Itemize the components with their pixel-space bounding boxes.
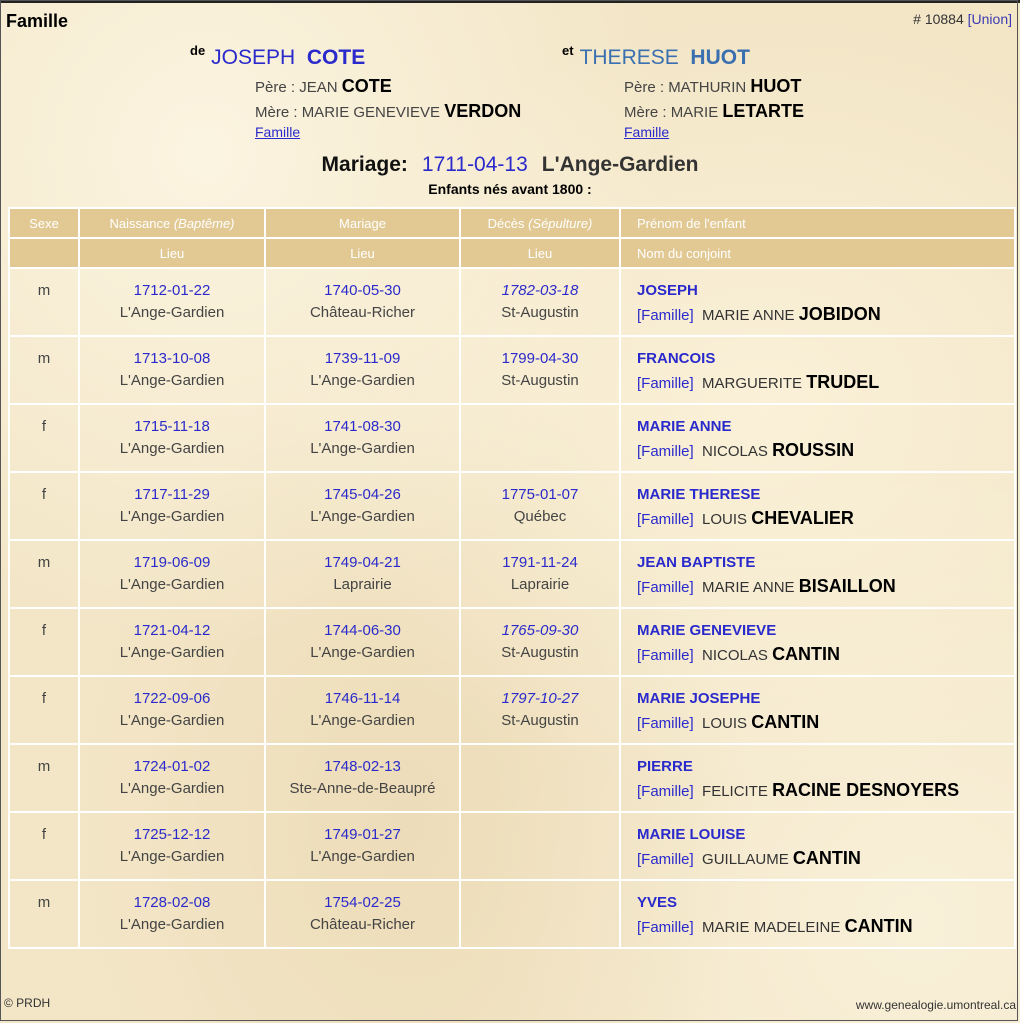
- father-first-name: MATHURIN: [668, 79, 747, 96]
- marriage-date[interactable]: 1746-11-14: [324, 690, 401, 707]
- death-date[interactable]: 1765-09-30: [501, 622, 579, 639]
- death-place: St-Augustin: [501, 712, 579, 729]
- sex: f: [41, 486, 47, 503]
- family-link[interactable]: [Famille]: [637, 851, 694, 868]
- sex: m: [37, 894, 51, 911]
- sex-cell: [9, 540, 79, 608]
- death-cell: [460, 676, 620, 744]
- birth-place: L'Ange-Gardien: [119, 508, 225, 525]
- husband-father: [255, 76, 392, 97]
- birth-cell: [79, 472, 265, 540]
- birth-place: L'Ange-Gardien: [119, 916, 225, 933]
- marriage-place: Ste-Anne-de-Beaupré: [289, 780, 436, 797]
- marriage-date[interactable]: 1749-01-27: [324, 826, 401, 843]
- marriage-place: L'Ange-Gardien: [541, 153, 699, 176]
- header-lieu-mariage: Lieu: [265, 238, 460, 268]
- spouse-surname: CANTIN: [751, 712, 820, 732]
- death-cell: [460, 472, 620, 540]
- union-link[interactable]: [Union]: [967, 11, 1012, 27]
- child-cell: [620, 404, 1015, 472]
- death-date[interactable]: [461, 826, 619, 848]
- birth-date[interactable]: 1715-11-18: [134, 418, 210, 435]
- spouse-surname: CANTIN: [772, 644, 841, 664]
- mother-first-name: MARIE GENEVIEVE: [301, 104, 441, 121]
- header-sepulture-label: (Sépulture): [528, 215, 593, 231]
- wife-prefix: et: [562, 43, 574, 58]
- family-link[interactable]: [Famille]: [637, 307, 694, 324]
- children-table: [8, 207, 1016, 949]
- family-link[interactable]: [Famille]: [637, 443, 694, 460]
- child-first-name[interactable]: YVES: [637, 894, 678, 911]
- birth-cell: [79, 404, 265, 472]
- header-prenom: Prénom de l'enfant: [620, 208, 1015, 238]
- marriage-date[interactable]: 1748-02-13: [324, 758, 401, 775]
- sex: f: [41, 622, 47, 639]
- marriage-cell: [265, 336, 460, 404]
- family-link[interactable]: [Famille]: [637, 579, 694, 596]
- marriage-info: [0, 153, 1020, 177]
- header-deces-label: Décès: [487, 215, 525, 231]
- death-place: Laprairie: [510, 576, 570, 593]
- table-header-row: [9, 208, 1015, 238]
- header-sexe: Sexe: [9, 208, 79, 238]
- family-link[interactable]: [Famille]: [637, 919, 694, 936]
- birth-cell: [79, 676, 265, 744]
- marriage-cell: [265, 744, 460, 812]
- birth-place: L'Ange-Gardien: [119, 780, 225, 797]
- sex: f: [41, 826, 47, 843]
- spouse-first-name: MARIE ANNE: [702, 307, 795, 324]
- wife-name: [562, 43, 750, 70]
- sex-cell: [9, 880, 79, 948]
- footer-copyright: © PRDH: [4, 996, 51, 1010]
- father-label: Père :: [624, 79, 669, 96]
- marriage-place: Laprairie: [333, 576, 392, 593]
- spouse-first-name: NICOLAS: [702, 443, 768, 460]
- table-row: [9, 676, 1015, 744]
- child-cell: [620, 336, 1015, 404]
- death-date[interactable]: 1782-03-18: [501, 282, 579, 299]
- death-date[interactable]: 1791-11-24: [502, 554, 578, 571]
- birth-date[interactable]: 1724-01-02: [133, 758, 211, 775]
- death-cell: [460, 540, 620, 608]
- marriage-cell: [265, 268, 460, 336]
- spouse-surname: BISAILLON: [798, 576, 896, 596]
- sex: f: [41, 690, 47, 707]
- death-place: St-Augustin: [501, 372, 579, 389]
- death-cell: [460, 812, 620, 880]
- death-cell: [460, 404, 620, 472]
- spouse-first-name: FELICITE: [702, 783, 768, 800]
- family-link[interactable]: [Famille]: [637, 375, 694, 392]
- table-row: [9, 336, 1015, 404]
- death-place: [461, 916, 619, 938]
- marriage-date: 1711-04-13: [421, 153, 528, 176]
- birth-cell: [79, 608, 265, 676]
- mother-label: Mère :: [624, 104, 671, 121]
- birth-cell: [79, 880, 265, 948]
- death-cell: [460, 336, 620, 404]
- marriage-place: L'Ange-Gardien: [310, 644, 415, 661]
- spouse-first-name: NICOLAS: [702, 647, 768, 664]
- husband-mother: [255, 101, 521, 122]
- father-first-name: JEAN: [299, 79, 338, 96]
- sex-cell: [9, 404, 79, 472]
- birth-date[interactable]: 1713-10-08: [133, 350, 211, 367]
- sex-cell: [9, 608, 79, 676]
- marriage-cell: [265, 404, 460, 472]
- family-link[interactable]: [Famille]: [637, 511, 694, 528]
- child-cell: [620, 812, 1015, 880]
- marriage-date[interactable]: 1744-06-30: [324, 622, 401, 639]
- child-first-name[interactable]: JOSEPH: [637, 282, 698, 299]
- child-first-name[interactable]: MARIE LOUISE: [637, 826, 746, 843]
- death-cell: [460, 608, 620, 676]
- record-number-text: # 10884: [913, 11, 964, 27]
- father-label: Père :: [255, 79, 300, 96]
- wife-family-link[interactable]: Famille: [624, 124, 670, 140]
- child-cell: [620, 676, 1015, 744]
- table-row: [9, 540, 1015, 608]
- birth-cell: [79, 268, 265, 336]
- sex: m: [37, 350, 51, 367]
- table-row: [9, 404, 1015, 472]
- death-date[interactable]: 1799-04-30: [501, 350, 579, 367]
- child-first-name[interactable]: MARIE JOSEPHE: [637, 690, 761, 707]
- spouse-surname: CANTIN: [792, 848, 861, 868]
- birth-date[interactable]: 1725-12-12: [133, 826, 211, 843]
- table-row: [9, 812, 1015, 880]
- birth-place: L'Ange-Gardien: [119, 576, 225, 593]
- header-blank: [9, 238, 79, 268]
- husband-first-name[interactable]: JOSEPH: [211, 46, 296, 69]
- marriage-place: L'Ange-Gardien: [310, 440, 415, 457]
- birth-place: L'Ange-Gardien: [119, 848, 225, 865]
- death-cell: [460, 880, 620, 948]
- child-cell: [620, 880, 1015, 948]
- marriage-date[interactable]: 1745-04-26: [324, 486, 401, 503]
- sex-cell: [9, 676, 79, 744]
- table-row: [9, 268, 1015, 336]
- death-place: [461, 848, 619, 870]
- child-cell: [620, 472, 1015, 540]
- father-surname: HUOT: [750, 76, 802, 96]
- marriage-label: Mariage:: [321, 153, 408, 176]
- birth-date[interactable]: 1719-06-09: [133, 554, 211, 571]
- child-first-name[interactable]: FRANCOIS: [637, 350, 716, 367]
- mother-surname: LETARTE: [722, 101, 805, 121]
- death-place: St-Augustin: [501, 304, 579, 321]
- death-place: St-Augustin: [501, 644, 579, 661]
- spouse-surname: CHEVALIER: [751, 508, 854, 528]
- marriage-date[interactable]: 1740-05-30: [324, 282, 401, 299]
- spouse-first-name: LOUIS: [702, 511, 748, 528]
- death-place: [461, 780, 619, 802]
- marriage-place: L'Ange-Gardien: [310, 848, 415, 865]
- birth-place: L'Ange-Gardien: [119, 372, 225, 389]
- spouse-first-name: MARIE MADELEINE: [702, 919, 841, 936]
- table-row: [9, 472, 1015, 540]
- birth-date[interactable]: 1728-02-08: [133, 894, 211, 911]
- children-heading: Enfants nés avant 1800 :: [428, 181, 592, 197]
- sex: m: [37, 758, 51, 775]
- record-number: [913, 11, 1012, 27]
- spouse-first-name: MARGUERITE: [702, 375, 803, 392]
- birth-date[interactable]: 1721-04-12: [133, 622, 211, 639]
- child-cell: [620, 608, 1015, 676]
- header-conjoint: Nom du conjoint: [620, 238, 1015, 268]
- death-cell: [460, 268, 620, 336]
- child-first-name[interactable]: MARIE ANNE: [637, 418, 732, 435]
- table-row: [9, 608, 1015, 676]
- birth-date[interactable]: 1717-11-29: [134, 486, 210, 503]
- birth-place: L'Ange-Gardien: [119, 304, 225, 321]
- marriage-cell: [265, 812, 460, 880]
- birth-cell: [79, 744, 265, 812]
- child-cell: [620, 540, 1015, 608]
- sex-cell: [9, 268, 79, 336]
- birth-place: L'Ange-Gardien: [119, 440, 225, 457]
- birth-place: L'Ange-Gardien: [119, 712, 225, 729]
- death-date[interactable]: 1775-01-07: [501, 486, 579, 503]
- header-naissance-label: Naissance: [109, 215, 171, 231]
- marriage-date[interactable]: 1739-11-09: [324, 350, 401, 367]
- birth-cell: [79, 540, 265, 608]
- family-link[interactable]: [Famille]: [637, 715, 694, 732]
- marriage-place: L'Ange-Gardien: [310, 508, 415, 525]
- wife-father: [624, 76, 801, 97]
- death-date[interactable]: [461, 758, 619, 780]
- birth-place: L'Ange-Gardien: [119, 644, 225, 661]
- death-cell: [460, 744, 620, 812]
- birth-cell: [79, 812, 265, 880]
- marriage-cell: [265, 540, 460, 608]
- wife-surname[interactable]: HUOT: [690, 46, 750, 69]
- mother-first-name: MARIE: [670, 104, 719, 121]
- sex-cell: [9, 812, 79, 880]
- child-first-name[interactable]: PIERRE: [637, 758, 693, 775]
- wife-first-name[interactable]: THERESE: [579, 46, 679, 69]
- page-title: Famille: [6, 11, 69, 31]
- marriage-place: Château-Richer: [309, 916, 416, 933]
- spouse-first-name: MARIE ANNE: [702, 579, 795, 596]
- header-mariage: Mariage: [265, 208, 460, 238]
- header-lieu-deces: Lieu: [460, 238, 620, 268]
- spouse-first-name: GUILLAUME: [702, 851, 789, 868]
- sex-cell: [9, 472, 79, 540]
- birth-date[interactable]: 1722-09-06: [133, 690, 211, 707]
- death-date[interactable]: [461, 418, 619, 440]
- sex: m: [37, 554, 51, 571]
- sex: f: [41, 418, 47, 435]
- family-link[interactable]: [Famille]: [637, 647, 694, 664]
- table-row: [9, 744, 1015, 812]
- footer-website: www.genealogie.umontreal.ca: [855, 998, 1016, 1012]
- header-bapteme-label: (Baptême): [173, 215, 235, 231]
- husband-prefix: de: [190, 43, 206, 58]
- child-cell: [620, 268, 1015, 336]
- family-link[interactable]: [Famille]: [637, 783, 694, 800]
- mother-surname: VERDON: [444, 101, 522, 121]
- header-lieu-naissance: Lieu: [79, 238, 265, 268]
- spouse-surname: RACINE DESNOYERS: [772, 780, 960, 800]
- spouse-surname: TRUDEL: [806, 372, 880, 392]
- child-cell: [620, 744, 1015, 812]
- spouse-surname: JOBIDON: [798, 304, 881, 324]
- child-first-name[interactable]: MARIE GENEVIEVE: [637, 622, 777, 639]
- child-first-name[interactable]: MARIE THERESE: [637, 486, 761, 503]
- spouse-surname: CANTIN: [844, 916, 913, 936]
- death-place: Québec: [513, 508, 567, 525]
- sex-cell: [9, 336, 79, 404]
- death-place: [461, 440, 619, 462]
- table-row: [9, 880, 1015, 948]
- spouse-first-name: LOUIS: [702, 715, 748, 732]
- death-date[interactable]: [461, 894, 619, 916]
- death-date[interactable]: 1797-10-27: [501, 690, 579, 707]
- mother-label: Mère :: [255, 104, 302, 121]
- marriage-date[interactable]: 1754-02-25: [324, 894, 401, 911]
- sex: m: [37, 282, 51, 299]
- marriage-date[interactable]: 1741-08-30: [324, 418, 401, 435]
- marriage-place: Château-Richer: [309, 304, 416, 321]
- husband-name: [190, 43, 366, 70]
- husband-family-link[interactable]: Famille: [255, 124, 301, 140]
- marriage-cell: [265, 472, 460, 540]
- marriage-cell: [265, 880, 460, 948]
- spouse-surname: ROUSSIN: [772, 440, 855, 460]
- marriage-cell: [265, 608, 460, 676]
- marriage-cell: [265, 676, 460, 744]
- table-subheader-row: [9, 238, 1015, 268]
- marriage-place: L'Ange-Gardien: [310, 712, 415, 729]
- husband-surname[interactable]: COTE: [306, 46, 366, 69]
- marriage-date[interactable]: 1749-04-21: [324, 554, 401, 571]
- birth-cell: [79, 336, 265, 404]
- sex-cell: [9, 744, 79, 812]
- header-deces: [460, 208, 620, 238]
- marriage-place: L'Ange-Gardien: [310, 372, 415, 389]
- birth-date[interactable]: 1712-01-22: [133, 282, 211, 299]
- header-naissance: [79, 208, 265, 238]
- father-surname: COTE: [341, 76, 392, 96]
- wife-mother: [624, 101, 804, 122]
- child-first-name[interactable]: JEAN BAPTISTE: [637, 554, 756, 571]
